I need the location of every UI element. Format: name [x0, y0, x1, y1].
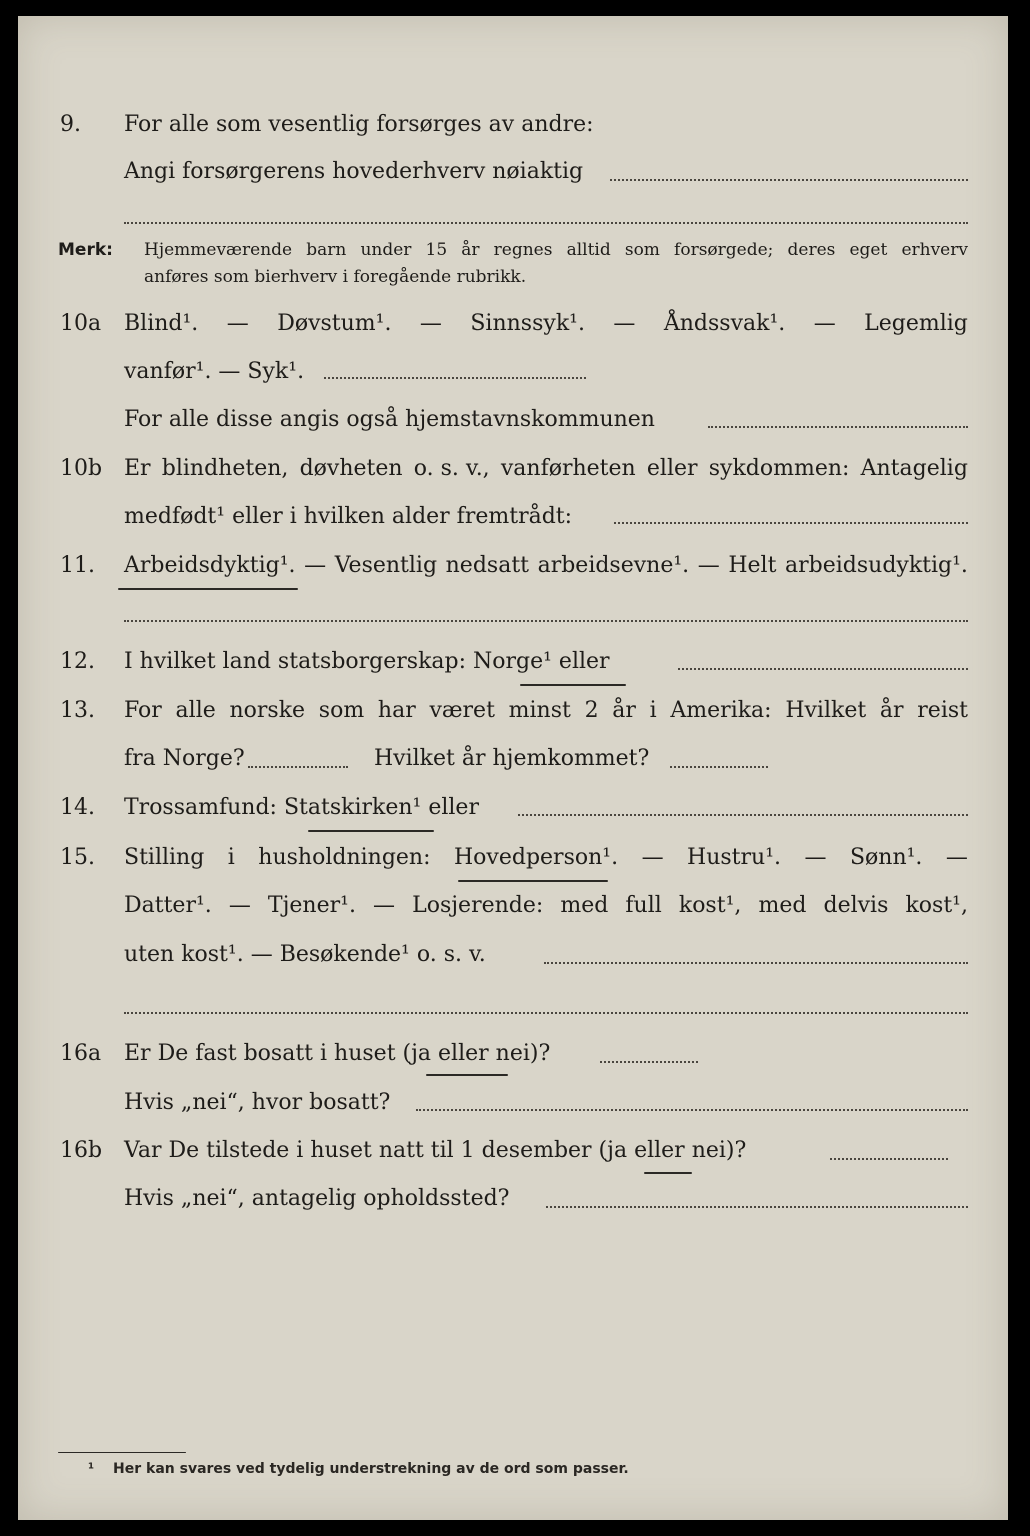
q10a-hometown-line[interactable] — [708, 426, 968, 428]
q13-line1 — [18, 698, 1008, 738]
q10a-line2 — [18, 359, 1008, 399]
q10b-line1 — [18, 456, 1008, 496]
option-legemlig[interactable]: Legemlig — [864, 311, 968, 336]
merk-text-2: anføres som bierhverv i foregående rubrikk. — [144, 267, 527, 287]
q10b-subtext: medfødt¹ eller i hvilken alder fremtrådt: — [124, 504, 573, 529]
q11-options: Arbeidsdyktig¹. — Vesentlig nedsatt arbeidsevne¹. — Helt arbeidsudyktig¹. — [124, 553, 968, 578]
q14-text: Trossamfund: Statskirken¹ eller — [124, 795, 479, 820]
q10b-text: Er blindheten, døvheten o. s. v., vanførheten eller sykdommen: Antagelig — [124, 456, 968, 481]
option-andssvak[interactable]: Åndssvak¹. — [663, 311, 786, 336]
q15-answer-line-2[interactable] — [124, 1012, 968, 1014]
q16b-number: 16b — [60, 1138, 103, 1163]
q16b-text: Var De tilstede i huset natt til 1 desember (ja eller nei)? — [124, 1138, 747, 1163]
q10a-number: 10a — [60, 311, 102, 336]
q16a-line1 — [18, 1041, 1008, 1081]
q16b-subtext: Hvis „nei“, antagelig opholdssted? — [124, 1186, 510, 1211]
q15-answer-line[interactable] — [544, 962, 968, 964]
q12-answer-line[interactable] — [678, 668, 968, 670]
q16a-answer-line[interactable] — [600, 1061, 698, 1063]
merk-text: Hjemmeværende barn under 15 år regnes alltid som forsørgede; deres eget erhverv — [144, 240, 968, 260]
q11-number: 11. — [60, 553, 95, 578]
option-blind[interactable]: Blind¹. — [124, 311, 199, 336]
q13-number: 13. — [60, 698, 95, 723]
q13-return-line[interactable] — [670, 766, 768, 768]
option-hustru[interactable]: Hustru¹. — [687, 845, 782, 870]
q10a-options: Blind¹. — Døvstum¹. — Sinnssyk¹. — Åndssvak¹. — Legemlig — [124, 311, 968, 336]
footnote-text: Her kan svares ved tydelig understrekning av de ord som passer. — [113, 1461, 629, 1477]
footnote-mark: ¹ — [88, 1461, 95, 1477]
census-form-page — [18, 16, 1008, 1520]
q10a-options-2: vanfør¹. — Syk¹. — [124, 359, 305, 384]
option-hovedperson[interactable]: Hovedperson¹. — [453, 845, 619, 870]
option-sinnssyk[interactable]: Sinnssyk¹. — [470, 311, 585, 336]
option-tjener[interactable]: Tjener¹. — [267, 893, 356, 918]
q10b-line2 — [18, 504, 1008, 544]
option-delvis-kost[interactable]: kost¹, — [905, 893, 968, 918]
handwritten-underline — [118, 588, 298, 590]
option-full-kost[interactable]: kost¹, — [678, 893, 742, 918]
q10b-number: 10b — [60, 456, 103, 481]
q16b-answer-line[interactable] — [830, 1158, 948, 1160]
footnote — [88, 1461, 629, 1477]
merk-line2 — [18, 267, 1008, 307]
q15-line1 — [18, 845, 1008, 885]
handwritten-underline — [458, 880, 608, 882]
q11-answer-line[interactable] — [124, 620, 968, 622]
option-sonn[interactable]: Sønn¹. — [849, 845, 923, 870]
q16a-subtext: Hvis „nei“, hvor bosatt? — [124, 1090, 391, 1115]
q13-line2 — [18, 746, 1008, 786]
q10b-answer-line[interactable] — [614, 522, 968, 524]
option-datter[interactable]: Datter¹. — [124, 893, 212, 918]
q13-return-label: Hvilket år hjemkommet? — [374, 746, 650, 771]
q14-number: 14. — [60, 795, 95, 820]
option-dovstum[interactable]: Døvstum¹. — [277, 311, 392, 336]
q10a-subtext: For alle disse angis også hjemstavnskommunen — [124, 407, 655, 432]
q9-answer-line[interactable] — [610, 179, 968, 181]
option-arbeidsdyktig[interactable]: Arbeidsdyktig¹. — [124, 553, 296, 578]
q9-answer-line-2[interactable] — [124, 222, 968, 224]
q15-options-2: Datter¹. — Tjener¹. — Losjerende: med full kost¹, med delvis kost¹, — [124, 893, 968, 918]
q9-subtext: Angi forsørgerens hovederhverv nøiaktig — [124, 159, 584, 184]
option-nedsatt[interactable]: arbeidsevne¹. — [537, 553, 690, 578]
q13-departure-line[interactable] — [248, 766, 348, 768]
q9-line1 — [18, 112, 1008, 152]
q15-options-3: uten kost¹. — Besøkende¹ o. s. v. — [124, 942, 486, 967]
q12-text: I hvilket land statsborgerskap: Norge¹ eller — [124, 649, 610, 674]
q16b-location-line[interactable] — [546, 1206, 968, 1208]
q15-number: 15. — [60, 845, 95, 870]
handwritten-underline — [520, 684, 626, 686]
q16a-number: 16a — [60, 1041, 102, 1066]
q13-text: For alle norske som har været minst 2 år i Amerika: Hvilket år reist — [124, 698, 968, 723]
q9-number: 9. — [60, 112, 81, 137]
footnote-rule — [58, 1452, 186, 1453]
q11-line1 — [18, 553, 1008, 593]
q10a-line1 — [18, 311, 1008, 351]
q12-number: 12. — [60, 649, 95, 674]
q10a-answer-line[interactable] — [324, 377, 586, 379]
handwritten-underline — [426, 1074, 508, 1076]
q16a-text: Er De fast bosatt i huset (ja eller nei)? — [124, 1041, 551, 1066]
merk-label: Merk: — [58, 240, 113, 260]
q13-departure-label: fra Norge? — [124, 746, 245, 771]
q9-text: For alle som vesentlig forsørges av andre: — [124, 112, 594, 137]
q15-options: Stilling i husholdningen: Hovedperson¹. — Hustru¹. — Sønn¹. — — [124, 845, 968, 870]
q15-line2 — [18, 893, 1008, 933]
handwritten-underline — [644, 1172, 692, 1174]
q16a-residence-line[interactable] — [416, 1109, 968, 1111]
q14-answer-line[interactable] — [518, 814, 968, 816]
option-arbeidsudyktig[interactable]: arbeidsudyktig¹. — [785, 553, 968, 578]
handwritten-underline — [308, 830, 434, 832]
